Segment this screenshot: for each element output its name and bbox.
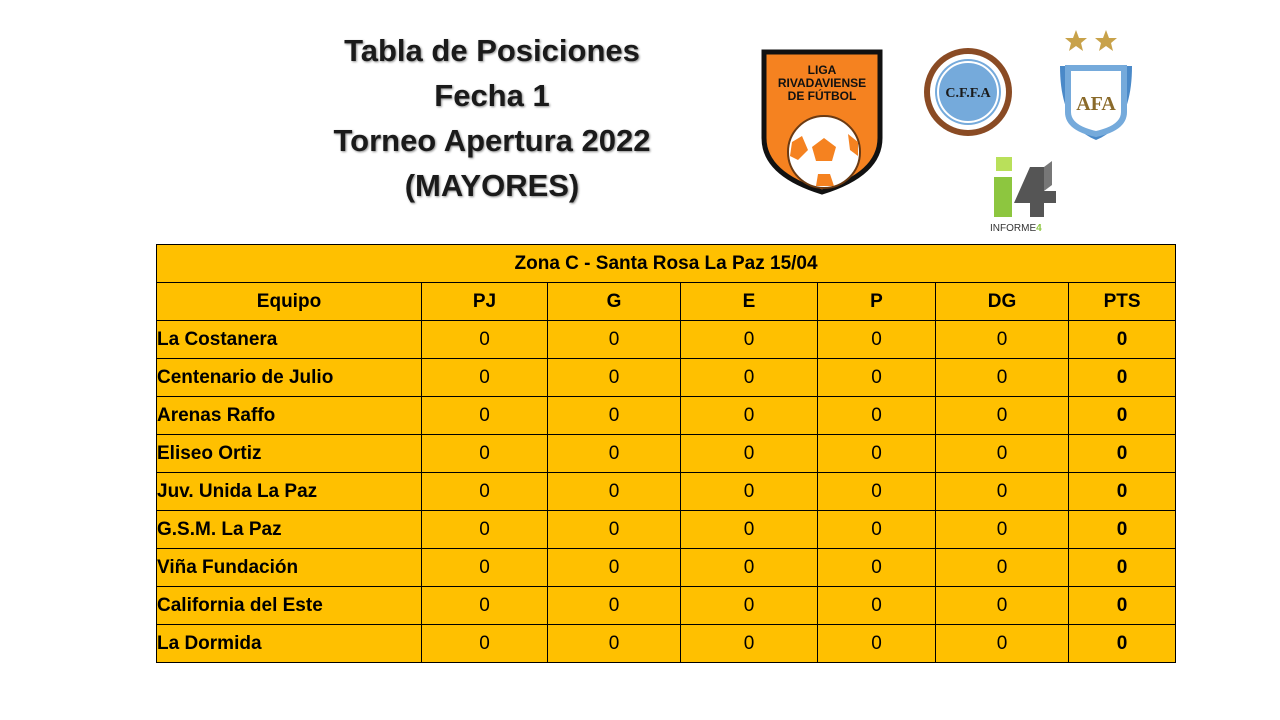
table-row [157,511,1176,549]
team-name: La Costanera [157,321,422,359]
cell-pts: 0 [1069,473,1176,511]
team-name: La Dormida [157,625,422,663]
cell-pts: 0 [1069,587,1176,625]
cell-e: 0 [681,473,818,511]
cell-g: 0 [548,359,681,397]
team-name: Eliseo Ortiz [157,435,422,473]
table-row [157,587,1176,625]
cell-dg: 0 [936,549,1069,587]
cell-pts: 0 [1069,397,1176,435]
standings-table [156,244,1176,663]
cffa-seal-logo [920,44,1016,140]
cell-e: 0 [681,587,818,625]
cell-p: 0 [818,473,936,511]
cell-e: 0 [681,435,818,473]
cell-pj: 0 [422,359,548,397]
cell-dg: 0 [936,397,1069,435]
team-name: Arenas Raffo [157,397,422,435]
col-header-dg: DG [936,283,1069,321]
column-header-row [157,283,1176,321]
team-name: G.S.M. La Paz [157,511,422,549]
informe4-logo [990,155,1070,237]
title-line-4: (MAYORES) [404,168,580,203]
team-name: Juv. Unida La Paz [157,473,422,511]
cell-p: 0 [818,549,936,587]
svg-text:AFA: AFA [1076,93,1116,115]
cell-dg: 0 [936,473,1069,511]
cell-pj: 0 [422,473,548,511]
cell-g: 0 [548,397,681,435]
cell-pj: 0 [422,625,548,663]
cell-e: 0 [681,511,818,549]
cell-e: 0 [681,625,818,663]
cell-p: 0 [818,511,936,549]
cell-p: 0 [818,321,936,359]
cell-g: 0 [548,511,681,549]
cell-pj: 0 [422,435,548,473]
col-header-p: P [818,283,936,321]
cell-g: 0 [548,321,681,359]
col-header-g: G [548,283,681,321]
cell-e: 0 [681,359,818,397]
cell-p: 0 [818,397,936,435]
cell-e: 0 [681,549,818,587]
table-row [157,473,1176,511]
cell-p: 0 [818,435,936,473]
cell-p: 0 [818,359,936,397]
title-line-2: Fecha 1 [434,78,550,113]
title-line-1: Tabla de Posiciones [344,33,640,68]
col-header-pj: PJ [422,283,548,321]
cell-e: 0 [681,321,818,359]
cell-g: 0 [548,473,681,511]
informe4-wordmark: INFORME4 [990,223,1042,234]
svg-text:LIGA: LIGA [807,63,837,77]
svg-text:C.F.F.A: C.F.F.A [945,86,991,101]
table-row [157,549,1176,587]
cell-dg: 0 [936,625,1069,663]
cell-pts: 0 [1069,549,1176,587]
cell-pj: 0 [422,511,548,549]
cell-g: 0 [548,549,681,587]
cell-dg: 0 [936,321,1069,359]
cell-pts: 0 [1069,435,1176,473]
afa-badge-logo [1050,26,1142,146]
cell-p: 0 [818,587,936,625]
svg-text:DE FÚTBOL: DE FÚTBOL [787,89,857,103]
cell-dg: 0 [936,435,1069,473]
table-row [157,625,1176,663]
cell-g: 0 [548,435,681,473]
cell-e: 0 [681,397,818,435]
cell-pts: 0 [1069,511,1176,549]
liga-rivadaviense-logo [758,46,886,196]
informe4-mark-icon [990,155,1070,221]
zone-title: Zona C - Santa Rosa La Paz 15/04 [157,245,1176,283]
zone-header-row [157,245,1176,283]
table-row [157,397,1176,435]
cell-pj: 0 [422,549,548,587]
team-name: California del Este [157,587,422,625]
cell-pts: 0 [1069,321,1176,359]
cell-dg: 0 [936,587,1069,625]
col-header-e: E [681,283,818,321]
cell-g: 0 [548,587,681,625]
cell-g: 0 [548,625,681,663]
cell-pts: 0 [1069,359,1176,397]
cell-pj: 0 [422,587,548,625]
col-header-pts: PTS [1069,283,1176,321]
table-row [157,359,1176,397]
cell-p: 0 [818,625,936,663]
cell-pj: 0 [422,321,548,359]
col-header-equipo: Equipo [157,283,422,321]
cell-dg: 0 [936,511,1069,549]
svg-text:RIVADAVIENSE: RIVADAVIENSE [777,76,867,90]
cell-pj: 0 [422,397,548,435]
cell-pts: 0 [1069,625,1176,663]
team-name: Viña Fundación [157,549,422,587]
page-title [300,28,684,208]
table-row [157,321,1176,359]
team-name: Centenario de Julio [157,359,422,397]
cell-dg: 0 [936,359,1069,397]
title-line-3: Torneo Apertura 2022 [333,123,651,158]
table-row [157,435,1176,473]
